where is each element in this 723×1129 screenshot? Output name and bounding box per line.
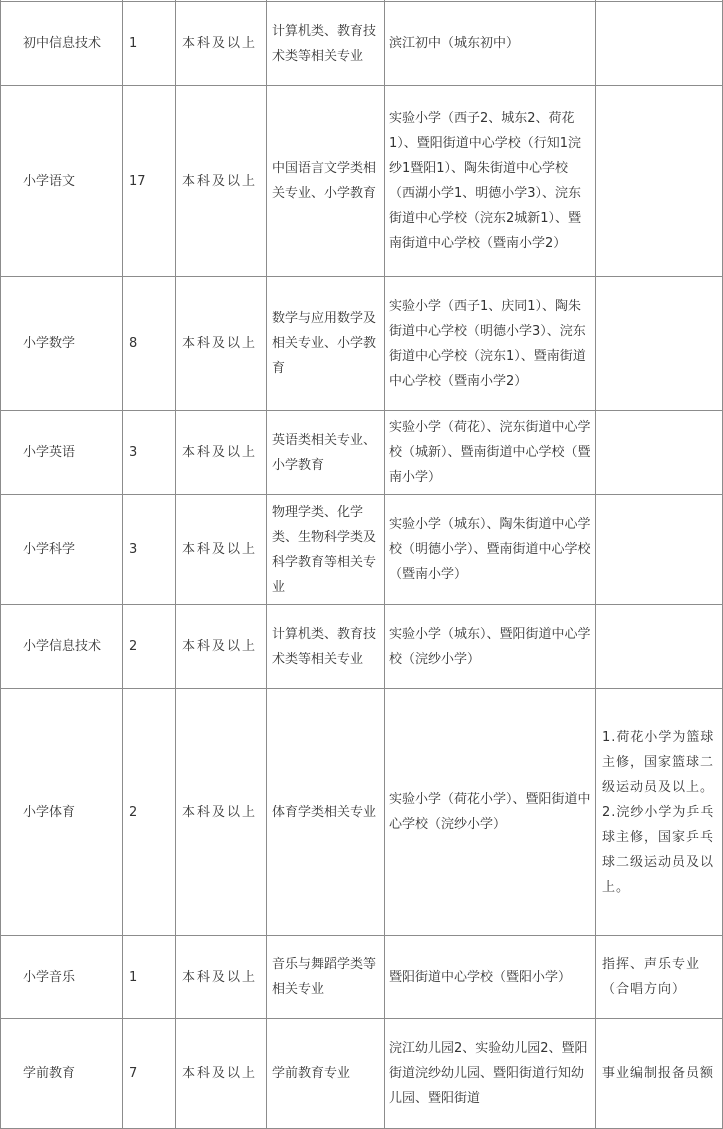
major-cell: 音乐与舞蹈学类等相关专业 [267, 936, 385, 1019]
education-cell: 本科及以上 [176, 689, 267, 936]
subject-cell: 小学英语 [1, 411, 123, 495]
schools-cell: 实验小学（西子1、庆同1）、陶朱街道中心学校（明德小学3）、浣东街道中心学校（浣东1）、暨南街道中心学校（暨南小学2） [385, 277, 596, 411]
table-row [1, 1019, 723, 1129]
count-cell: 1 [123, 2, 176, 86]
table-row [1, 495, 723, 605]
education-cell: 本科及以上 [176, 495, 267, 605]
schools-cell: 实验小学（城东）、暨阳街道中心学校（浣纱小学） [385, 605, 596, 689]
table-row [1, 277, 723, 411]
major-cell: 计算机类、教育技术类等相关专业 [267, 605, 385, 689]
schools-cell: 实验小学（西子2、城东2、荷花1）、暨阳街道中心学校（行知1浣纱1暨阳1）、陶朱街道中心学校（西湖小学1、明德小学3）、浣东街道中心学校（浣东2城新1）、暨南街道中心学校（暨南小学2） [385, 86, 596, 277]
subject-cell: 学前教育 [1, 1019, 123, 1129]
education-cell: 本科及以上 [176, 277, 267, 411]
education-cell: 本科及以上 [176, 936, 267, 1019]
subject-cell: 小学数学 [1, 277, 123, 411]
table-row [1, 411, 723, 495]
note-cell: 事业编制报备员额 [596, 1019, 723, 1129]
education-cell: 本科及以上 [176, 605, 267, 689]
subject-cell: 小学音乐 [1, 936, 123, 1019]
note-cell [596, 495, 723, 605]
table-row [1, 86, 723, 277]
subject-cell: 初中信息技术 [1, 2, 123, 86]
major-cell: 体育学类相关专业 [267, 689, 385, 936]
note-cell [596, 605, 723, 689]
subject-cell: 小学体育 [1, 689, 123, 936]
note-cell [596, 2, 723, 86]
count-cell: 2 [123, 689, 176, 936]
schools-cell: 暨阳街道中心学校（暨阳小学） [385, 936, 596, 1019]
note-cell [596, 411, 723, 495]
major-cell: 中国语言文学类相关专业、小学教育 [267, 86, 385, 277]
table-row [1, 2, 723, 86]
major-cell: 数学与应用数学及相关专业、小学教育 [267, 277, 385, 411]
count-cell: 8 [123, 277, 176, 411]
subject-cell: 小学科学 [1, 495, 123, 605]
count-cell: 7 [123, 1019, 176, 1129]
schools-cell: 实验小学（荷花）、浣东街道中心学校（城新）、暨南街道中心学校（暨南小学） [385, 411, 596, 495]
education-cell: 本科及以上 [176, 411, 267, 495]
education-cell: 本科及以上 [176, 2, 267, 86]
major-cell: 英语类相关专业、小学教育 [267, 411, 385, 495]
subject-cell: 小学信息技术 [1, 605, 123, 689]
count-cell: 3 [123, 411, 176, 495]
major-cell: 计算机类、教育技术类等相关专业 [267, 2, 385, 86]
schools-cell: 实验小学（荷花小学）、暨阳街道中心学校（浣纱小学） [385, 689, 596, 936]
count-cell: 2 [123, 605, 176, 689]
count-cell: 17 [123, 86, 176, 277]
count-cell: 1 [123, 936, 176, 1019]
note-cell [596, 86, 723, 277]
note-cell [596, 277, 723, 411]
schools-cell: 滨江初中（城东初中） [385, 2, 596, 86]
table-row [1, 605, 723, 689]
education-cell: 本科及以上 [176, 86, 267, 277]
note-cell: 指挥、声乐专业（合唱方向） [596, 936, 723, 1019]
major-cell: 学前教育专业 [267, 1019, 385, 1129]
subject-cell: 小学语文 [1, 86, 123, 277]
count-cell: 3 [123, 495, 176, 605]
schools-cell: 实验小学（城东）、陶朱街道中心学校（明德小学）、暨南街道中心学校（暨南小学） [385, 495, 596, 605]
note-cell: 1.荷花小学为篮球主修，国家篮球二级运动员及以上。2.浣纱小学为乒乓球主修，国家乒乓球二级运动员及以上。 [596, 689, 723, 936]
major-cell: 物理学类、化学类、生物科学类及科学教育等相关专业 [267, 495, 385, 605]
table-row [1, 689, 723, 936]
table-row [1, 936, 723, 1019]
education-cell: 本科及以上 [176, 1019, 267, 1129]
schools-cell: 浣江幼儿园2、实验幼儿园2、暨阳街道浣纱幼儿园、暨阳街道行知幼儿园、暨阳街道 [385, 1019, 596, 1129]
